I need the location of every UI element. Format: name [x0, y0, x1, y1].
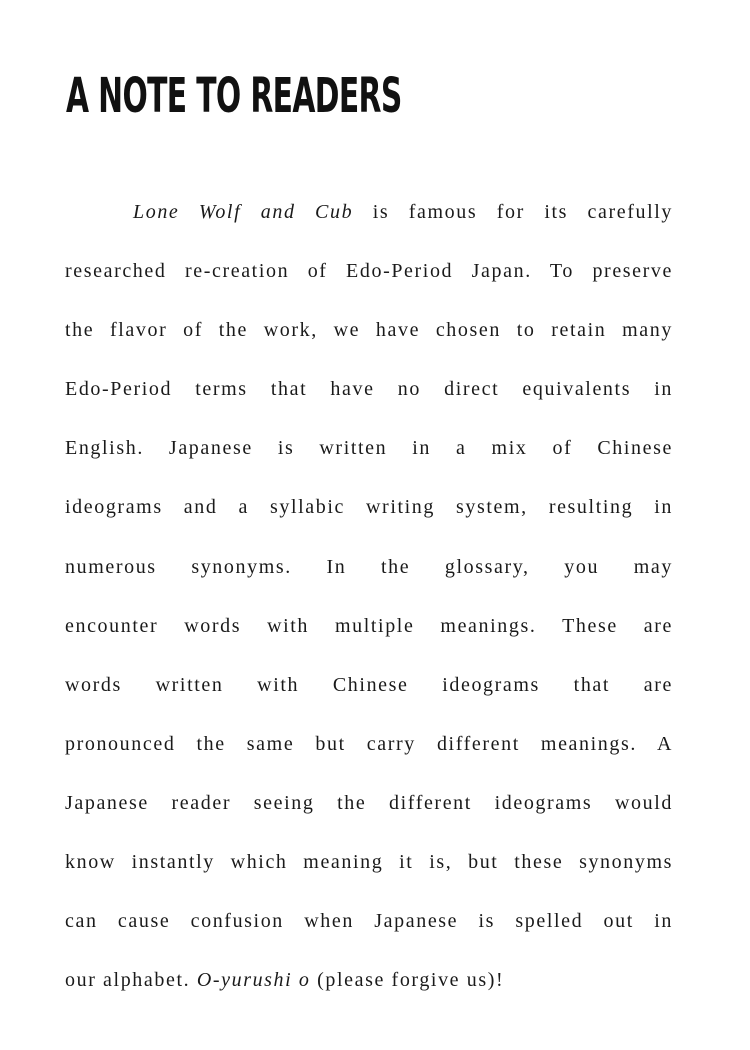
paragraph-line-11: Japanese reader seeing the different ideograms would: [65, 791, 673, 814]
paragraph-line-10: pronounced the same but carry different meanings. A: [65, 732, 673, 755]
paragraph-line-14-start: our alphabet.: [65, 969, 197, 992]
series-title: Lone Wolf and Cub: [133, 201, 354, 223]
paragraph-line-13: can cause confusion when Japanese is spelled out in: [65, 910, 673, 933]
paragraph-line-8: encounter words with multiple meanings. These are: [65, 614, 673, 637]
paragraph-line-4: Edo-Period terms that have no direct equivalents in: [65, 378, 673, 401]
paragraph-line-12: know instantly which meaning it is, but these synonyms: [65, 851, 673, 874]
note-paragraph: [65, 183, 673, 1010]
paragraph-line-1: [65, 183, 673, 242]
paragraph-line-1-text: is famous for its carefully: [353, 201, 673, 223]
japanese-phrase: O-yurushi o: [196, 969, 311, 992]
paragraph-line-5: English. Japanese is written in a mix of Chinese: [65, 437, 673, 460]
paragraph-line-7: numerous synonyms. In the glossary, you may: [65, 555, 673, 578]
page-title: A NOTE TO READERS: [66, 68, 402, 124]
paragraph-line-2: researched re-creation of Edo-Period Japan. To preserve: [65, 260, 673, 283]
paragraph-line-6: ideograms and a syllabic writing system, resulting in: [65, 496, 673, 519]
paragraph-line-14: [65, 951, 673, 1010]
paragraph-line-14-end: (please forgive us)!: [310, 969, 505, 992]
paragraph-line-3: the flavor of the work, we have chosen to retain many: [65, 319, 673, 342]
paragraph-line-9: words written with Chinese ideograms that are: [65, 673, 673, 696]
